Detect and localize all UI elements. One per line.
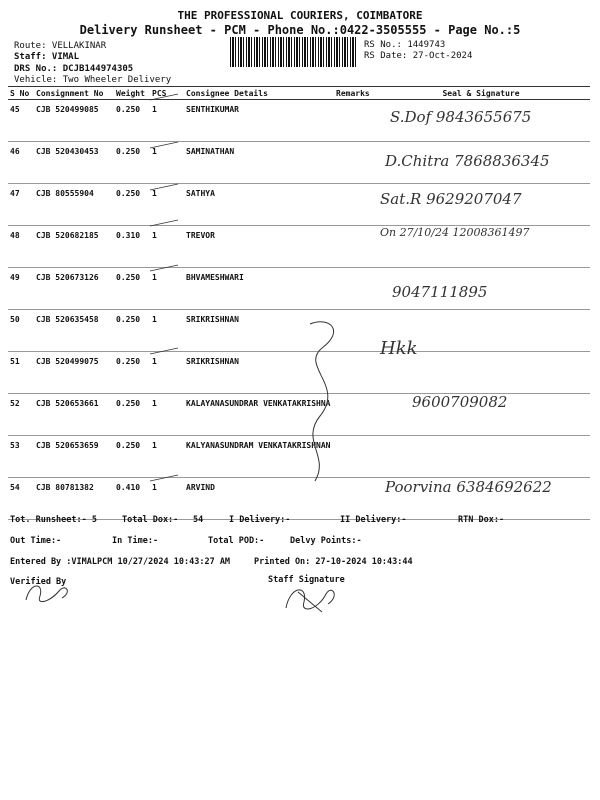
cell-pcs: 1 bbox=[150, 352, 184, 394]
cell-consignee: SRIKRISHNAN bbox=[184, 310, 334, 352]
col-consignee: Consignee Details bbox=[184, 87, 334, 100]
printed-on: Printed On: 27-10-2024 10:43:44 bbox=[254, 557, 413, 567]
staff: Staff: VIMAL bbox=[14, 52, 80, 62]
cell-sno: 53 bbox=[8, 436, 34, 478]
runsheet-title: Delivery Runsheet - PCM - Phone No.:0422-3505555 - Page No.:5 bbox=[79, 23, 521, 37]
cell-consignment: CJB 80555904 bbox=[34, 184, 114, 226]
col-sno: S No bbox=[8, 87, 34, 100]
verifier-signature-mark bbox=[20, 578, 80, 608]
handwritten-signature: S.Dof 9843655675 bbox=[390, 108, 532, 126]
cell-consignment: CJB 80781382 bbox=[34, 478, 114, 520]
rtn-dox: RTN Dox:- bbox=[458, 515, 505, 525]
delivery-points: Delvy Points:- bbox=[290, 536, 362, 546]
total-pod: Total POD:- bbox=[208, 536, 265, 546]
cell-consignee: BHVAMESHWARI bbox=[184, 268, 334, 310]
i-delivery: I Delivery:- bbox=[229, 515, 291, 525]
cell-weight: 0.410 bbox=[114, 478, 150, 520]
ii-delivery: II Delivery:- bbox=[340, 515, 407, 525]
cell-sno: 47 bbox=[8, 184, 34, 226]
handwritten-signature: D.Chitra 7868836345 bbox=[385, 152, 550, 170]
cell-pcs: 1 bbox=[150, 268, 184, 310]
cell-sno: 46 bbox=[8, 142, 34, 184]
drs-number: DRS No.: DCJB144974305 bbox=[14, 64, 134, 74]
cell-weight: 0.310 bbox=[114, 226, 150, 268]
out-time: Out Time:- bbox=[10, 536, 62, 546]
cell-weight: 0.250 bbox=[114, 352, 150, 394]
cell-sno: 52 bbox=[8, 394, 34, 436]
cell-weight: 0.250 bbox=[114, 436, 150, 478]
cell-consignment: CJB 520682185 bbox=[34, 226, 114, 268]
total-dox-label: Total Dox:- bbox=[122, 515, 179, 525]
barcode bbox=[230, 37, 358, 67]
total-dox-value: 54 bbox=[193, 515, 204, 525]
cell-weight: 0.250 bbox=[114, 310, 150, 352]
handwritten-signature: Sat.R 9629207047 bbox=[380, 190, 522, 208]
cell-pcs: 1 bbox=[150, 478, 184, 520]
cell-pcs: 1 bbox=[150, 310, 184, 352]
handwritten-signature: On 27/10/24 12008361497 bbox=[380, 226, 530, 239]
staff-signature: Staff Signature bbox=[268, 575, 345, 585]
cell-consignment: CJB 520653661 bbox=[34, 394, 114, 436]
staff-signature-mark bbox=[278, 578, 348, 618]
cell-consignee: SAMINATHAN bbox=[184, 142, 334, 184]
entered-by: Entered By :VIMALPCM 10/27/2024 10:43:27 AM bbox=[10, 557, 231, 567]
cell-weight: 0.250 bbox=[114, 268, 150, 310]
cell-pcs: 1 bbox=[150, 100, 184, 142]
cell-sno: 50 bbox=[8, 310, 34, 352]
cell-sno: 45 bbox=[8, 100, 34, 142]
handwritten-signature: Hkk bbox=[380, 338, 418, 359]
cell-sno: 54 bbox=[8, 478, 34, 520]
col-consignment: Consignment No bbox=[34, 87, 114, 100]
cell-weight: 0.250 bbox=[114, 184, 150, 226]
cell-consignment: CJB 520673126 bbox=[34, 268, 114, 310]
route: Route: VELLAKINAR bbox=[14, 41, 107, 51]
in-time: In Time:- bbox=[112, 536, 159, 546]
cell-pcs: 1 bbox=[150, 394, 184, 436]
cell-consignee: ARVIND bbox=[184, 478, 334, 520]
rs-date: RS Date: 27-Oct-2024 bbox=[364, 51, 473, 61]
cell-consignee: KALYANASUNDRAM VENKATAKRISHNAN bbox=[184, 436, 334, 478]
cell-consignment: CJB 520499085 bbox=[34, 100, 114, 142]
cell-consignee: SATHYA bbox=[184, 184, 334, 226]
cell-sno: 49 bbox=[8, 268, 34, 310]
verified-by: Verified By bbox=[10, 577, 67, 587]
cell-consignment: CJB 520635458 bbox=[34, 310, 114, 352]
pen-marks bbox=[0, 86, 600, 516]
handwritten-signature: 9600709082 bbox=[412, 393, 508, 411]
col-seal-signature: Seal & Signature bbox=[372, 87, 590, 100]
cell-consignment: CJB 520499075 bbox=[34, 352, 114, 394]
cell-pcs: 1 bbox=[150, 436, 184, 478]
cell-consignee: KALAYANASUNDRAR VENKATAKRISHNA bbox=[184, 394, 334, 436]
vehicle: Vehicle: Two Wheeler Delivery bbox=[14, 75, 172, 85]
cell-sno: 51 bbox=[8, 352, 34, 394]
total-runsheet: Tot. Runsheet:- 5 bbox=[10, 515, 97, 525]
cell-consignment: CJB 520430453 bbox=[34, 142, 114, 184]
handwritten-signature: Poorvina 6384692622 bbox=[385, 478, 552, 496]
cell-sno: 48 bbox=[8, 226, 34, 268]
company-name: THE PROFESSIONAL COURIERS, COIMBATORE bbox=[177, 9, 423, 22]
cell-pcs: 1 bbox=[150, 142, 184, 184]
cell-consignee: TREVOR bbox=[184, 226, 334, 268]
handwritten-signature: 9047111895 bbox=[392, 283, 488, 301]
col-weight: Weight bbox=[114, 87, 150, 100]
col-pcs: PCS bbox=[150, 87, 184, 100]
cell-consignment: CJB 520653659 bbox=[34, 436, 114, 478]
cell-weight: 0.250 bbox=[114, 394, 150, 436]
col-remarks: Remarks bbox=[334, 87, 372, 100]
cell-consignee: SRIKRISHNAN bbox=[184, 352, 334, 394]
cell-weight: 0.250 bbox=[114, 100, 150, 142]
cell-weight: 0.250 bbox=[114, 142, 150, 184]
cell-pcs: 1 bbox=[150, 184, 184, 226]
cell-pcs: 1 bbox=[150, 226, 184, 268]
rs-number: RS No.: 1449743 bbox=[364, 40, 446, 50]
cell-consignee: SENTHIKUMAR bbox=[184, 100, 334, 142]
